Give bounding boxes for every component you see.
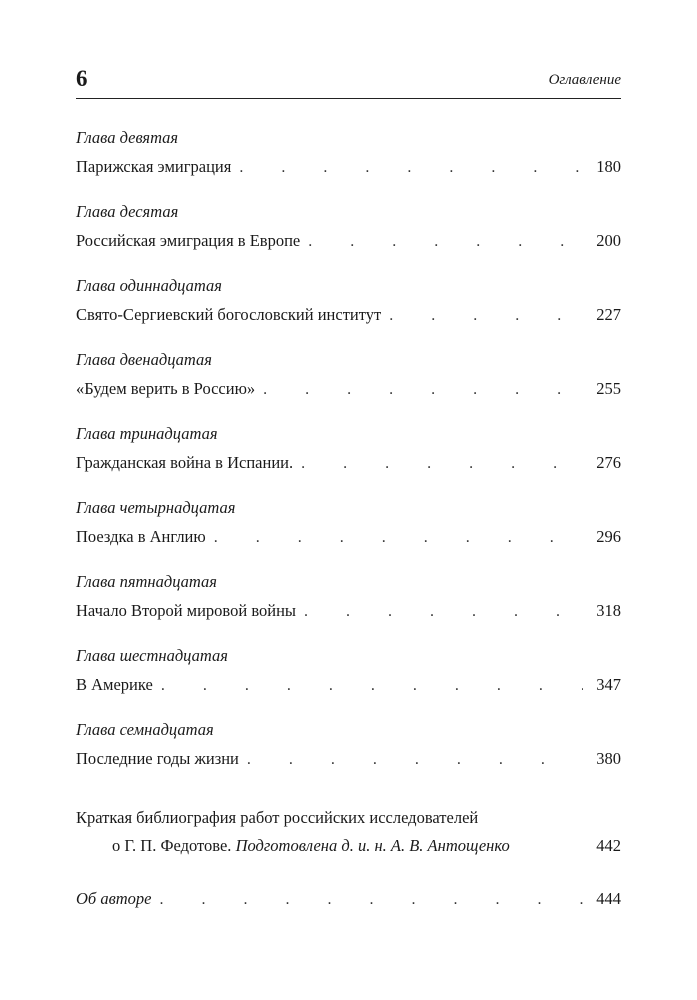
toc-line — [76, 451, 621, 479]
dot-leader — [263, 378, 583, 402]
toc-chapter-15[interactable] — [76, 571, 621, 627]
page-ref: 276 — [596, 453, 621, 472]
dot-leader — [239, 156, 583, 180]
chapter-title: В Америке — [76, 675, 153, 694]
page-ref: 347 — [596, 675, 621, 694]
toc-bibliography[interactable] — [76, 804, 621, 860]
toc-line — [76, 525, 621, 553]
dot-leader — [161, 674, 583, 698]
about-author-title: Об авторе — [76, 889, 152, 908]
chapter-label: Глава одиннадцатая — [76, 276, 222, 295]
toc-line — [76, 747, 621, 775]
page-ref: 296 — [596, 527, 621, 546]
chapter-title: «Будем верить в Россию» — [76, 379, 256, 398]
bibliography-compiler: Подготовлена д. и. н. А. В. Антощенко — [235, 836, 510, 855]
page-ref: 227 — [596, 305, 621, 324]
toc-line — [76, 229, 621, 257]
page-ref: 442 — [596, 836, 621, 855]
toc-line — [76, 887, 621, 915]
chapter-label: Глава девятая — [76, 128, 179, 147]
toc-chapter-12[interactable] — [76, 349, 621, 405]
chapter-label: Глава семнадцатая — [76, 720, 214, 739]
chapter-title: Поездка в Англию — [76, 527, 206, 546]
dot-leader — [389, 304, 583, 328]
toc-line — [76, 599, 621, 627]
toc-chapter-9[interactable] — [76, 127, 621, 183]
toc-line — [76, 673, 621, 701]
bibliography-title-line2 — [76, 832, 621, 860]
dot-leader — [214, 526, 583, 550]
page-ref: 180 — [596, 157, 621, 176]
running-title: Оглавление — [548, 72, 621, 88]
dot-leader — [247, 748, 583, 772]
page-number: 6 — [76, 66, 88, 91]
toc-chapter-17[interactable] — [76, 719, 621, 775]
dot-leader — [304, 600, 583, 624]
bibliography-subject: о Г. П. Федотове. — [112, 836, 232, 855]
toc-about-author[interactable] — [76, 887, 621, 915]
chapter-label: Глава пятнадцатая — [76, 572, 217, 591]
toc-chapter-14[interactable] — [76, 497, 621, 553]
bibliography-title-line1: Краткая библиография работ российских исследователей — [76, 808, 479, 827]
page-ref: 318 — [596, 601, 621, 620]
chapter-title: Начало Второй мировой войны — [76, 601, 296, 620]
chapter-label: Глава тринадцатая — [76, 424, 218, 443]
toc-chapter-13[interactable] — [76, 423, 621, 479]
toc-line — [76, 155, 621, 183]
toc-line — [76, 303, 621, 331]
chapter-title: Российская эмиграция в Европе — [76, 231, 301, 250]
toc-chapter-16[interactable] — [76, 645, 621, 701]
page-ref: 255 — [596, 379, 621, 398]
page-ref: 380 — [596, 749, 621, 768]
chapter-label: Глава десятая — [76, 202, 179, 221]
chapter-title: Свято-Сергиевский богословский институт — [76, 305, 382, 324]
page-ref: 444 — [596, 889, 621, 908]
page-header — [76, 64, 621, 99]
chapter-label: Глава шестнадцатая — [76, 646, 228, 665]
dot-leader — [301, 452, 583, 476]
dot-leader — [308, 230, 583, 254]
page-ref: 200 — [596, 231, 621, 250]
toc-line — [76, 377, 621, 405]
chapter-title: Гражданская война в Испании. — [76, 453, 294, 472]
toc-chapter-11[interactable] — [76, 275, 621, 331]
chapter-label: Глава четырнадцатая — [76, 498, 236, 517]
toc-chapter-10[interactable] — [76, 201, 621, 257]
chapter-title: Парижская эмиграция — [76, 157, 232, 176]
chapter-title: Последние годы жизни — [76, 749, 239, 768]
dot-leader — [160, 888, 584, 912]
chapter-label: Глава двенадцатая — [76, 350, 212, 369]
